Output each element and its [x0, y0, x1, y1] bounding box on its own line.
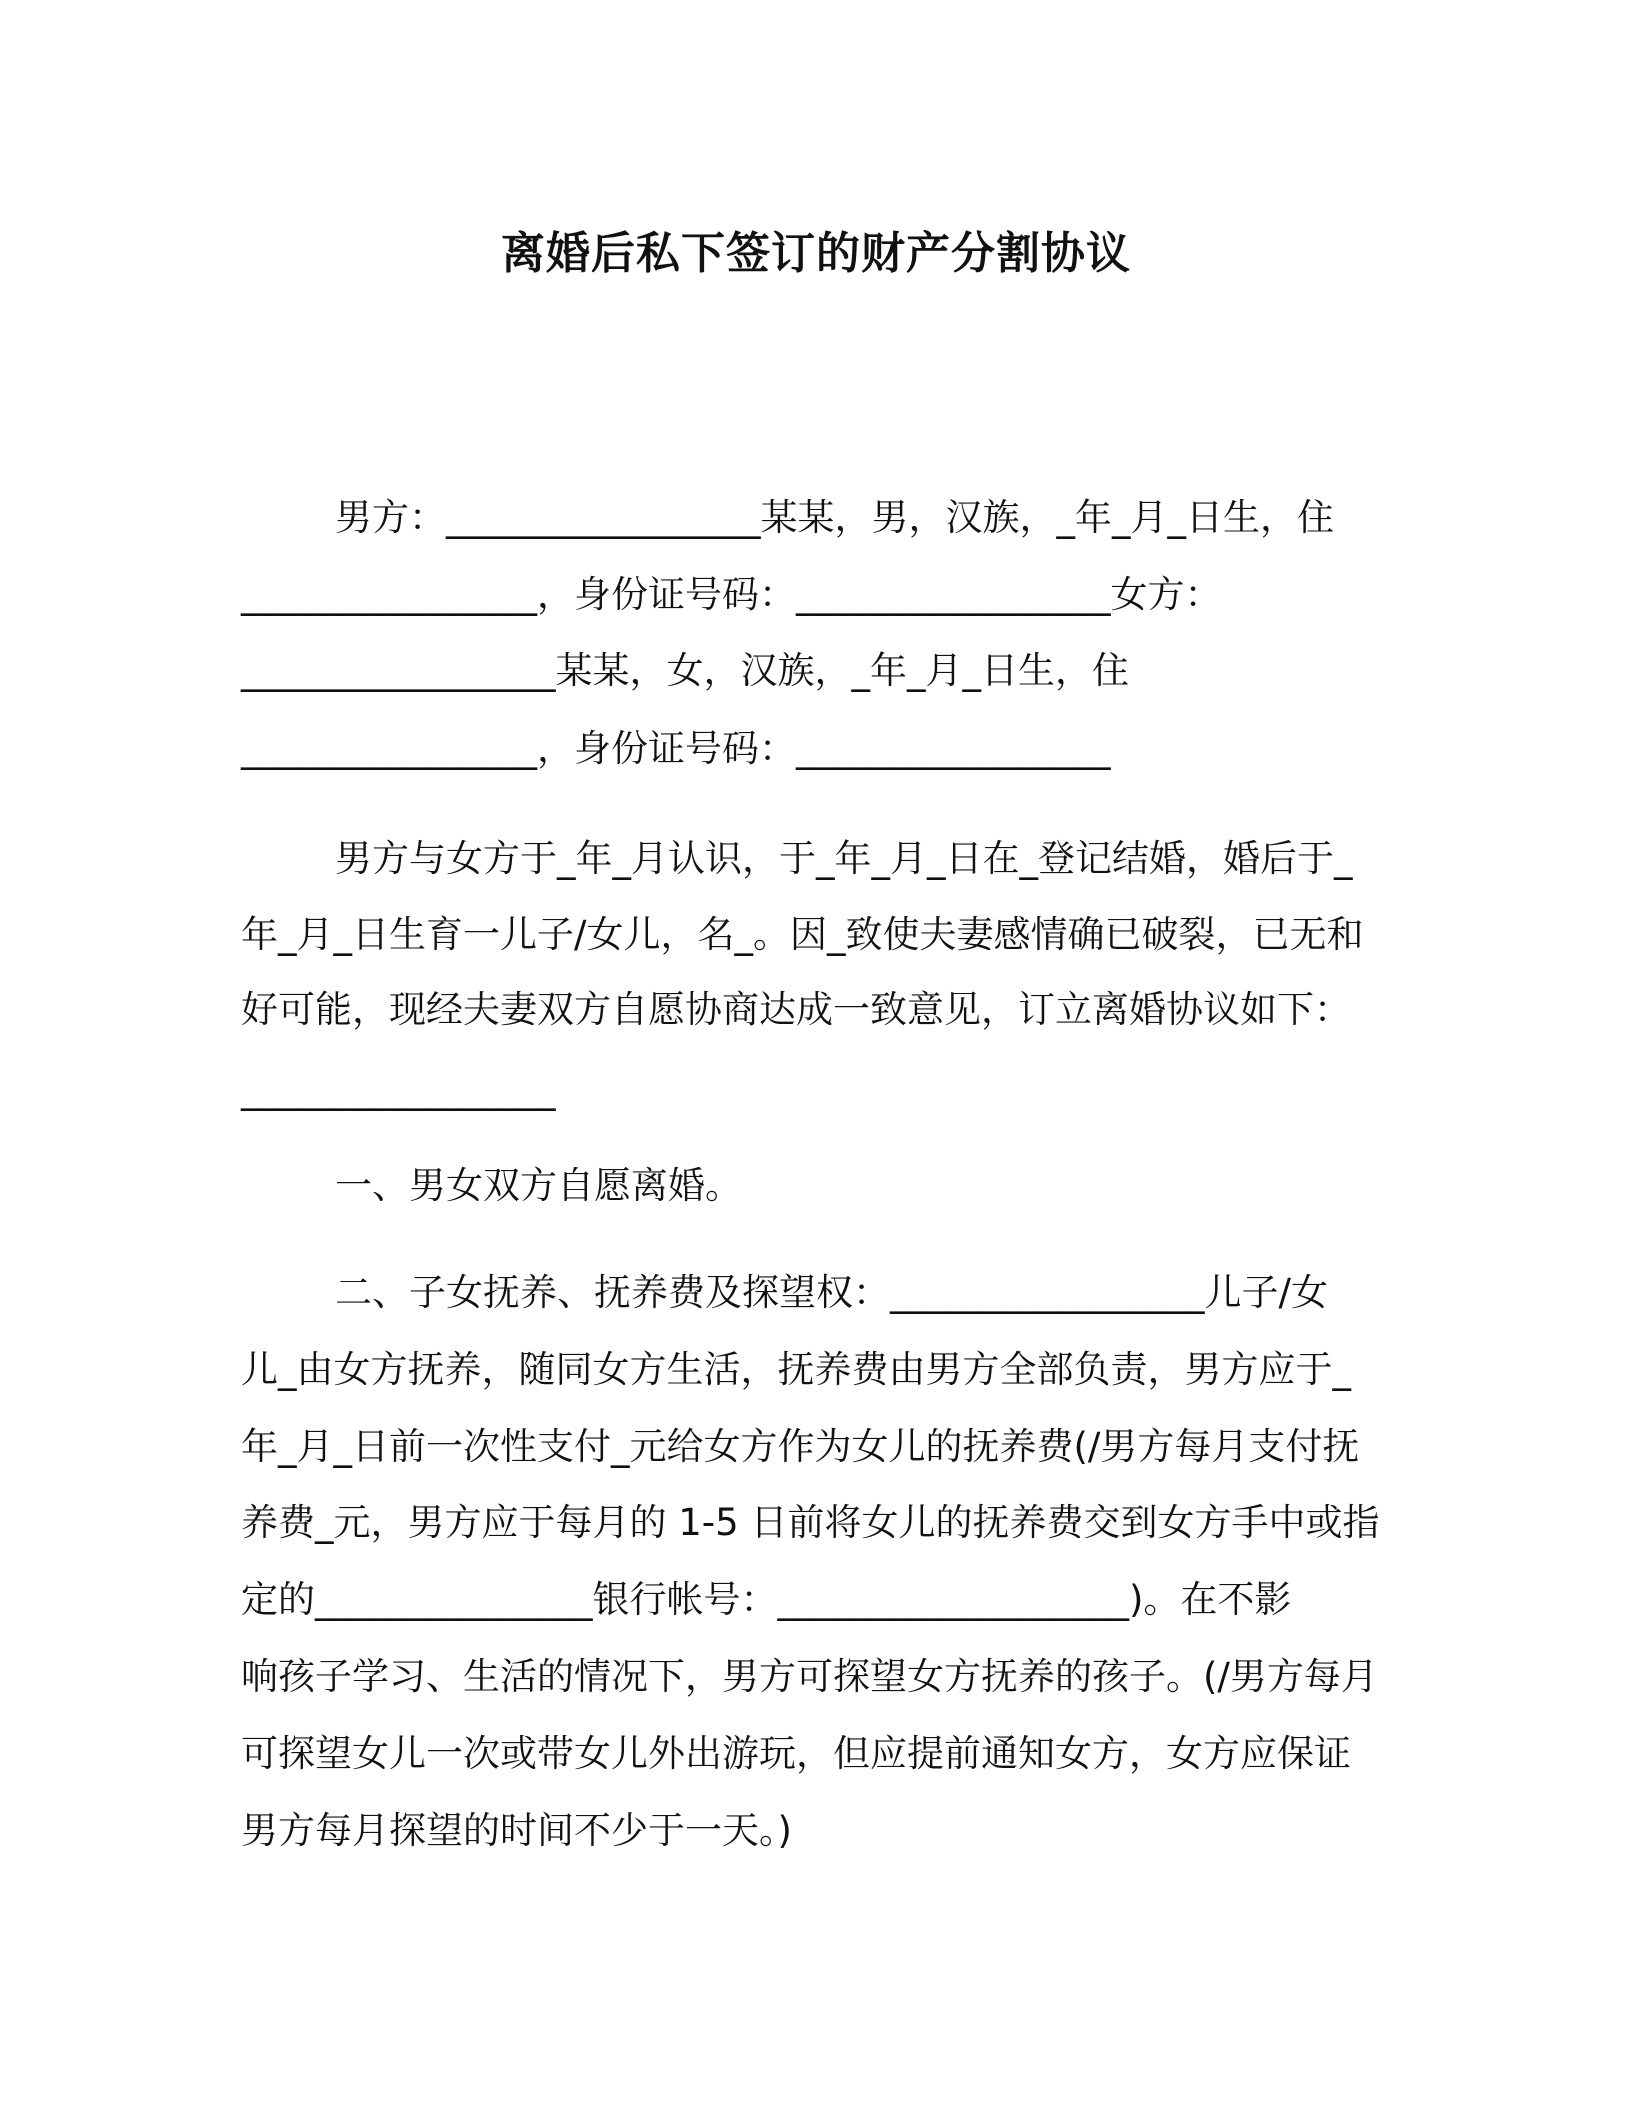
marriage-paragraph-line-3: 好可能，现经夫妻双方自愿协商达成一致意见，订立离婚协议如下： — [241, 988, 1351, 1031]
marriage-paragraph-line-1: 男方与女方于_年_月认识，于_年_月_日在_登记结婚，婚后于_ — [335, 837, 1353, 880]
document-title: 离婚后私下签订的财产分割协议 — [501, 228, 1131, 279]
clause-two-line-5: 定的_______________银行帐号：___________________)。在不影 — [241, 1578, 1292, 1621]
party-female-id-line: ________________，身份证号码：_________________ — [241, 727, 1111, 770]
party-female-line: _________________某某，女，汉族，_年_月_日生，住 — [241, 649, 1129, 692]
clause-two-line-4: 养费_元，男方应于每月的 1-5 日前将女儿的抚养费交到女方手中或指 — [241, 1501, 1380, 1544]
party-male-id-line: ________________，身份证号码：_________________女方： — [241, 573, 1222, 616]
clause-one: 一、男女双方自愿离婚。 — [335, 1164, 742, 1207]
clause-two-line-3: 年_月_日前一次性支付_元给女方作为女儿的抚养费(/男方每月支付抚 — [241, 1425, 1360, 1468]
clause-two-line-7: 可探望女儿一次或带女儿外出游玩，但应提前通知女方，女方应保证 — [241, 1732, 1351, 1775]
clause-two-line-1: 二、子女抚养、抚养费及探望权：_________________儿子/女 — [335, 1271, 1328, 1314]
marriage-paragraph-line-2: 年_月_日生育一儿子/女儿，名_。因_致使夫妻感情确已破裂，已无和 — [241, 913, 1364, 956]
clause-two-line-8: 男方每月探望的时间不少于一天。) — [241, 1809, 792, 1852]
blank-fill-line: _________________ — [241, 1068, 556, 1111]
party-male-line: 男方：_________________某某，男，汉族，_年_月_日生，住 — [335, 496, 1334, 539]
clause-two-line-6: 响孩子学习、生活的情况下，男方可探望女方抚养的孩子。(/男方每月 — [241, 1655, 1378, 1698]
clause-two-line-2: 儿_由女方抚养，随同女方生活，抚养费由男方全部负责，男方应于_ — [241, 1348, 1351, 1391]
